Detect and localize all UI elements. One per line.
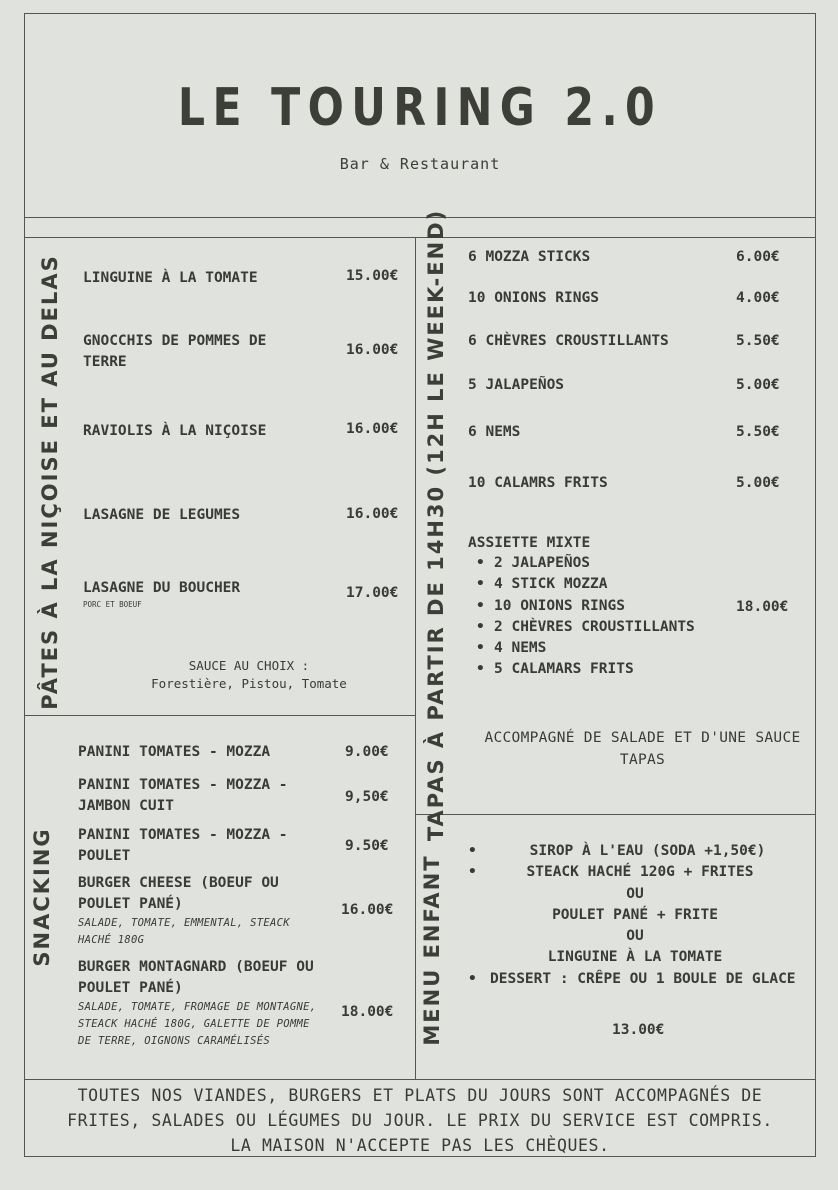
pasta-item-3-price: 16.00€ — [346, 421, 399, 437]
tapas-item-2-name: 10 ONIONS RINGS — [468, 290, 599, 306]
snack-item-2-name: PANINI TOMATES - MOZZA - JAMBON CUIT — [78, 777, 288, 814]
kids-bullet-1: • — [468, 843, 477, 859]
list-item: • 2 JALAPEÑOS — [476, 553, 695, 574]
footer-line-1: TOUTES NOS VIANDES, BURGERS ET PLATS DU JOURS SONT ACCOMPAGNÉS DE — [77, 1086, 763, 1105]
snacking-heading: SNACKING — [30, 827, 54, 967]
kids-or-1: OU — [626, 886, 644, 902]
sauce-options: Forestière, Pistou, Tomate — [151, 676, 347, 691]
tapas-heading: TAPAS À PARTIR DE 14H30 (12H LE WEEK-END) — [424, 208, 448, 842]
tapas-item-6-name: 10 CALAMRS FRITS — [468, 475, 608, 491]
restaurant-subtitle: Bar & Restaurant — [339, 155, 501, 173]
tapas-mixte-name: ASSIETTE MIXTE — [468, 535, 591, 551]
tapas-item-2-price: 4.00€ — [736, 290, 780, 306]
footer-text — [24, 1083, 816, 1158]
tapas-note: ACCOMPAGNÉ DE SALADE ET D'UNE SAUCE TAPAS — [484, 730, 801, 768]
pasta-item-1-price: 15.00€ — [346, 268, 399, 284]
kids-or-2: OU — [626, 928, 644, 944]
tapas-mixte-list — [476, 553, 695, 681]
divider-right — [415, 814, 816, 815]
kids-main-3: LINGUINE À LA TOMATE — [547, 949, 723, 965]
list-item: • 4 STICK MOZZA — [476, 574, 695, 595]
kids-main-1: STEACK HACHÉ 120G + FRITES — [526, 864, 754, 880]
divider-left — [24, 715, 416, 716]
tapas-item-5-name: 6 NEMS — [468, 424, 521, 440]
tapas-mixte-price: 18.00€ — [736, 599, 789, 615]
snack-item-5-note: SALADE, TOMATE, FROMAGE DE MONTAGNE, STEACK HACHÉ 180G, GALETTE DE POMME DE TERRE, OIGNONS CARAMÉLISÉS — [78, 1001, 317, 1047]
snack-item-4-name: BURGER CHEESE (BOEUF OU POULET PANÉ) — [78, 875, 279, 912]
tapas-item-3-price: 5.50€ — [736, 333, 780, 349]
pasta-item-4-name: LASAGNE DE LEGUMES — [83, 507, 241, 523]
snack-item-5-price: 18.00€ — [341, 1004, 394, 1020]
pasta-item-1-name: LINGUINE À LA TOMATE — [83, 270, 258, 286]
kids-price: 13.00€ — [612, 1022, 665, 1038]
snack-item-4-note: SALADE, TOMATE, EMMENTAL, STEACK HACHÉ 180G — [78, 917, 290, 946]
divider-footer — [24, 1079, 816, 1080]
list-item: • 4 NEMS — [476, 638, 695, 659]
pasta-item-3-name: RAVIOLIS À LA NIÇOISE — [83, 423, 267, 439]
snack-item-1-price: 9.00€ — [345, 744, 389, 760]
pasta-item-5-note: PORC ET BOEUF — [83, 600, 142, 609]
snack-item-3-name: PANINI TOMATES - MOZZA - POULET — [78, 827, 288, 864]
tapas-item-4-price: 5.00€ — [736, 377, 780, 393]
footer-line-2: FRITES, SALADES OU LÉGUMES DU JOUR. LE PRIX DU SERVICE EST COMPRIS. — [67, 1111, 773, 1130]
divider-center — [415, 237, 416, 1080]
snack-item-2-price: 9,50€ — [345, 789, 389, 805]
tapas-item-6-price: 5.00€ — [736, 475, 780, 491]
kids-heading: MENU ENFANT — [420, 854, 444, 1046]
divider-header-2 — [24, 237, 816, 238]
kids-drink: SIROP À L'EAU (SODA +1,50€) — [529, 843, 766, 859]
tapas-item-1-price: 6.00€ — [736, 249, 780, 265]
kids-bullet-3: • — [468, 971, 477, 987]
list-item: • 10 ONIONS RINGS — [476, 596, 695, 617]
list-item: • 5 CALAMARS FRITS — [476, 659, 695, 680]
pasta-item-2-name: GNOCCHIS DE POMMES DE TERRE — [83, 333, 267, 370]
snack-item-1-name: PANINI TOMATES - MOZZA — [78, 744, 271, 760]
snack-item-4-price: 16.00€ — [341, 902, 394, 918]
snack-item-3-price: 9.50€ — [345, 838, 389, 854]
kids-dessert: DESSERT : CRÊPE OU 1 BOULE DE GLACE — [490, 971, 796, 987]
footer-line-3: LA MAISON N'ACCEPTE PAS LES CHÈQUES. — [230, 1136, 610, 1155]
list-item: • 2 CHÈVRES CROUSTILLANTS — [476, 617, 695, 638]
pasta-item-5-name: LASAGNE DU BOUCHER — [83, 580, 241, 596]
restaurant-title: LE TOURING 2.0 — [177, 78, 663, 138]
snack-item-5-name: BURGER MONTAGNARD (BOEUF OU POULET PANÉ) — [78, 959, 314, 996]
sauce-title: SAUCE AU CHOIX : — [188, 658, 310, 673]
kids-main-2: POULET PANÉ + FRITE — [552, 907, 718, 923]
kids-bullet-2: • — [468, 864, 477, 880]
pasta-heading: PÂTES À LA NIÇOISE ET AU DELAS — [38, 254, 62, 710]
tapas-item-3-name: 6 CHÈVRES CROUSTILLANTS — [468, 333, 669, 349]
tapas-item-4-name: 5 JALAPEÑOS — [468, 377, 565, 393]
divider-header — [24, 217, 816, 218]
pasta-item-4-price: 16.00€ — [346, 506, 399, 522]
tapas-item-1-name: 6 MOZZA STICKS — [468, 249, 591, 265]
pasta-item-5-price: 17.00€ — [346, 585, 399, 601]
pasta-item-2-price: 16.00€ — [346, 342, 399, 358]
tapas-item-5-price: 5.50€ — [736, 424, 780, 440]
